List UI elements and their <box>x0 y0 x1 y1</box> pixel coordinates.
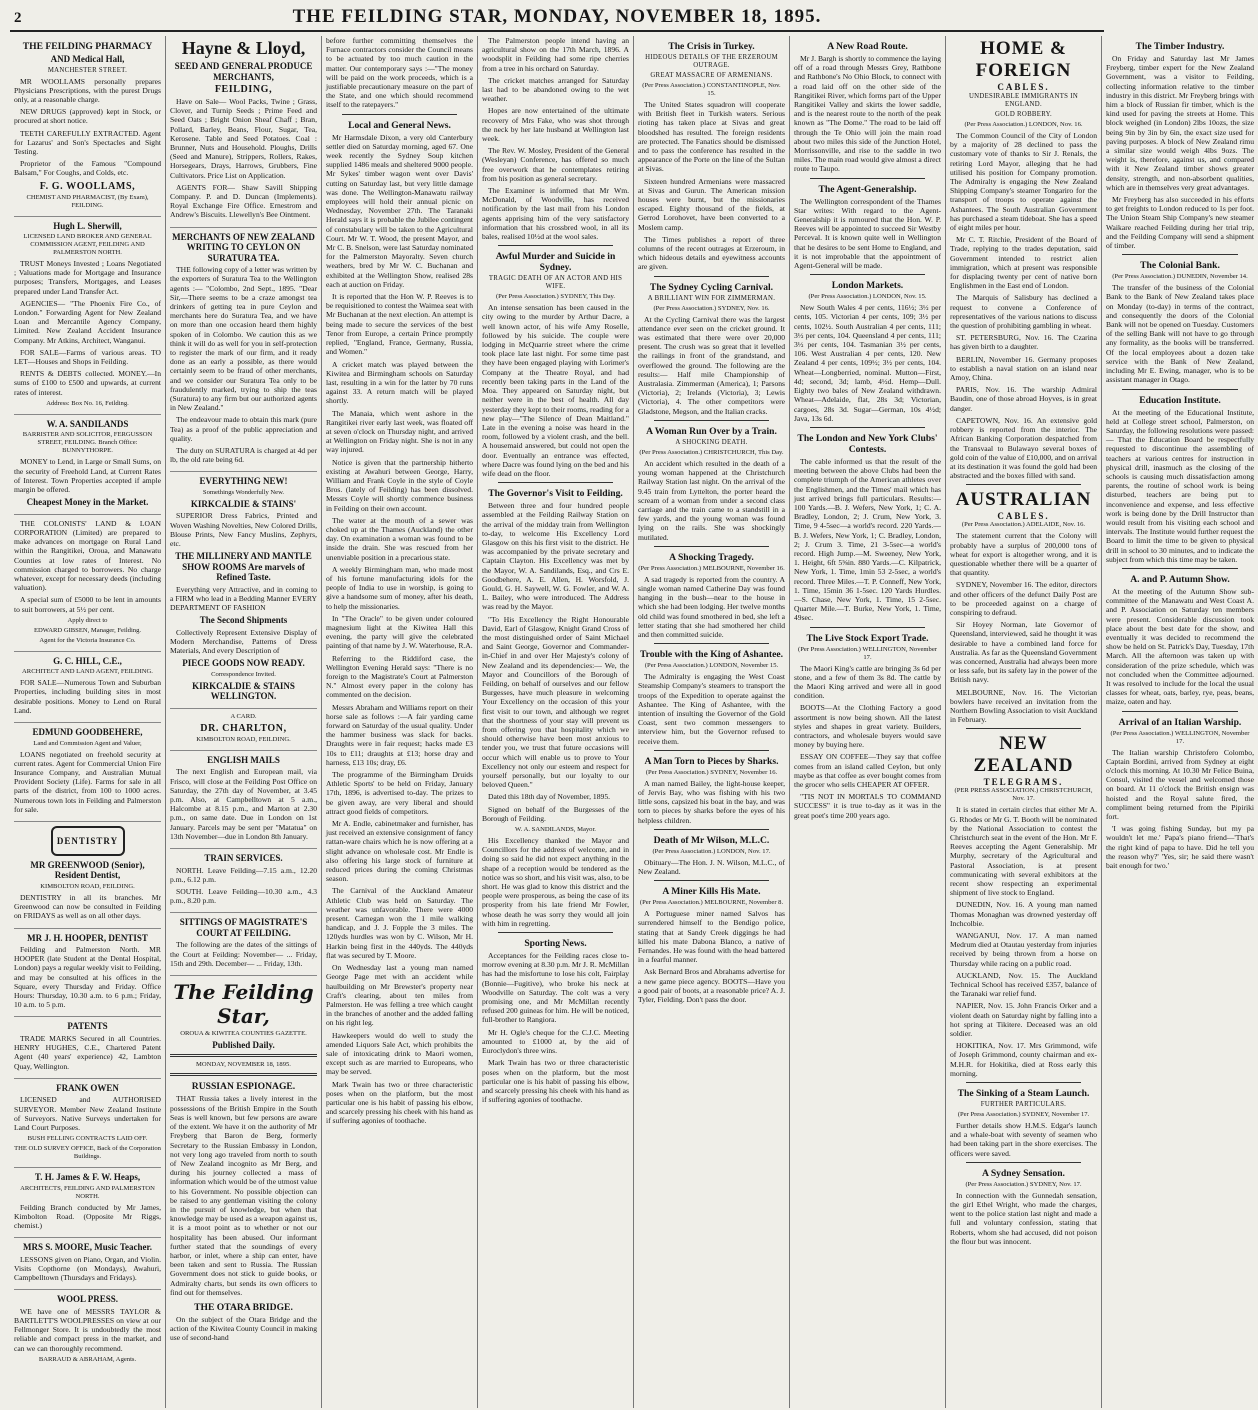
home-foreign-subtitle: CABLES. <box>997 82 1050 92</box>
paris-item: PARIS, Nov. 16. The warship Admiral Baudin, one of those abroad Hoyves, is in great danger. <box>950 385 1097 413</box>
dentistry-logo-text: DENTISTRY <box>56 835 119 846</box>
ashantee-body: The Admiralty is engaging the West Coast Steamship Company's steamers to transport the troops of the Expedition to operate against the Ashantee. The King of Ashantee, with the intention of insulting the Governor of the Gold Coast, sent two common messengers to interview him, but the Governor refused to receive them. <box>638 672 785 746</box>
oracle-item: In "The Oracle" to be given under coloured magnesium light at the Kiwitea Hall this evening, the party will give the celebrated painting of that name by J. W. Waterhouse, R.A. <box>326 613 473 651</box>
colonial-bank-body: The transfer of the business of the Colonial Bank to the Bank of New Zealand takes place on Monday (to-day) in terms of the contract, and consequently the doors of the Colonial Bank will not be opened on Tuesday. Customers of the selling Bank will not have to go through any formality, as the books will be transferred. Of the local employees about a dozen take service with the Bank of New Zealand, including Mr E. Ewing, manager, who is to be assistant manager in Otago. <box>1106 283 1254 385</box>
local-news-heading: Local and General News. <box>348 119 451 131</box>
governor-reply: His Excellency thanked the Mayor and Councillors for the address of welcome, and in doing so said he did not expect anything in the shape of a reception would be tendered as the notice was so short, and his visit was, also, to be short. He was glad to know this district and the people were prosperous, as being the case of its prosperity from his late friend Mr Fowler, whose death he was sorry they would all join with him in regretting. <box>482 836 630 928</box>
wilson-heading: Death of Mr Wilson, M.L.C. <box>653 834 770 846</box>
seed-heading: SEED AND GENERAL PRODUCE MERCHANTS, <box>174 61 313 82</box>
turkey-times: The Times publishes a report of three columns of the recent outrages at Erzeroum, in which hideous details and eyewitness accounts are given. <box>638 234 785 272</box>
col4-hopes: Hopes are now entertained of the ultimate recovery of Mrs Fake, who was shot through the neck by her late husband at Wellington last week. <box>482 106 629 144</box>
sherwill-address: Address: Box No. 16, Feilding. <box>46 399 129 407</box>
millinery: THE MILLINERY AND MANTLE SHOW ROOMS Are marvels of Refined Taste. <box>175 551 312 583</box>
moore-name: MRS S. MOORE, Music Teacher. <box>23 1242 152 1253</box>
turkey-scenes: Sixteen hundred Armenians were massacred at Sivas and Gurun. The American mission houses were burnt, but the missionaries escaped. Eighty thousand of the fields, at Gerrod Lorohovet, have been converted to a Moslem camp. <box>638 176 785 232</box>
nz-dateline: (PER PRESS ASSOCIATION.) CHRISTCHURCH, Nov. 17. <box>954 787 1093 803</box>
greenwood-name: MR GREENWOOD (Senior), Resident Dentist, <box>30 859 145 881</box>
suratura-endeavour: The endeavour made to obtain this mark (pure Tea) as a proof of the public appreciation and quality. <box>170 415 317 443</box>
goodbehere-ad <box>14 727 161 822</box>
education-body: At the meeting of the Educational Institute, held at College street school, Palmerston, on Saturday, the following resolutions were passed:— That the Education Board be respectfully requested to discontinue the assembling of teachers at various centres for instruction in physical drill, inasmuch as the closing of the schools is causing much dissatisfaction among parents, the routine of school work is being disturbed, teachers are being put to inconvenience and expense, and less effective work is being done by the Drill Instructor than would result from his visiting each school and intervals. The Institute would further request the Board to limit the time to be given to physical drill in school to 30 minutes, and to indicate the subject from which this time may be taken. <box>1106 407 1254 564</box>
woollams-role: CHEMIST AND PHARMACIST, (By Exam), FEILDING. <box>26 193 149 209</box>
london-markets-dateline: (Per Press Association.) LONDON, Nov. 15. <box>808 293 927 301</box>
clubs-body: The cable informed us that the result of the meeting between the above Clubs had been the complete triumph of the American athletes over the Englishmen, and the Times' mail which has just arrived brings full particulars. Results:— 100 Yards.—B. J. Wefers, New York, 1; C. A. Bradley, London, 2; J. Crum, New York, 3. Time, 9 4-5sec—a world's record. 220 Yards.—B. J. Wefers, New York, 1; C. Bradley, London, 2; J. Crum 3. Time, 21 3-5sec—a world's record. High Jump.—M. Sweeney, New York, 1. Height, 6ft 5⅝in. 880 Yards.—C. Kilpatrick, New York, 1. Time, 1min 53 2-5sec, a world's record. Three Miles.—T. P. Conneff, New York, 1. Time, 15min 36 1-5sec. 120 Yards Hurdles.—S. Chase, New York, 1. Time, 15 2-5sec. Quarter Mile.—T. Burke, New York, 1. Time, 49sec. <box>794 456 941 623</box>
hooper-name: MR J. H. HOOPER, DENTIST <box>27 932 148 943</box>
otara-heading: THE OTARA BRIDGE. <box>194 1301 293 1313</box>
agent-general-heading: The Agent-Generalship. <box>818 183 917 195</box>
column-8 <box>1102 36 1258 1408</box>
ashantee-dateline: (Per Press Association.) LONDON, November 15. <box>644 662 779 670</box>
column-2 <box>166 36 322 1408</box>
ritchie-item: Mr C. T. Ritchie, President of the Board of Trade, replying to the trades deputation, said Government intended to restrict alien immigration, which at present was responsible for displacing twenty per cent of native born Englishmen in the East end of London. <box>950 235 1097 291</box>
col4-cricket: The cricket matches arranged for Saturday last had to be abandoned owing to the wet weather. <box>482 75 629 104</box>
wilson-body: Obituary—The Hon. J. N. Wilson, M.L.C., of New Zealand. <box>638 857 785 876</box>
australian-body: The statement current that the Colony will probably have a surplus of 200,000 tons of wheat for export is altogether wrong, and it is questionable whether there will be a quarter of that quantity. <box>950 531 1097 578</box>
sittings-heading: SITTINGS OF MAGISTRATE'S COURT AT FEILDING. <box>179 917 308 938</box>
road-heading: A New Road Route. <box>827 41 908 52</box>
sandilands-name: W. A. SANDILANDS <box>46 418 129 429</box>
riddiford-item: Referring to the Riddiford case, the Wellington Evening Herald says: "There is no foreign to the Magistrate's Court at Palmerston N." Almost every paper in the colony has commented on the decision. <box>326 653 473 700</box>
suratura-ad <box>170 232 317 473</box>
hill-role: ARCHITECT AND LAND AGENT, FEILDING. <box>22 668 153 676</box>
launch-heading: The Sinking of a Steam Launch. <box>957 1088 1090 1100</box>
hayne-title: Hayne & Lloyd, <box>181 38 306 58</box>
english-mails-heading: ENGLISH MAILS <box>207 754 280 765</box>
kirkcaldie-heading: KIRKCALDIE & STAINS' <box>190 498 297 509</box>
masthead <box>10 6 1104 32</box>
turkey-dateline: (Per Press Association.) CONSTANTINOPLE, Nov. 15. <box>642 82 781 97</box>
colonial-bank-heading: The Colonial Bank. <box>1140 260 1220 272</box>
launch-body: Further details show H.M.S. Edgar's launch and a whale-boat with seventy of seamen who had been taking part in the shore exercises. The officers were saved. <box>950 1121 1097 1158</box>
freyberg-item: Mr Freyberg has also succeeded in his efforts to get freights to London reduced to 1s per foot. The Union Steam Ship Company's new steamer Waikare reached Feilding during her trial trip, and the Feilding Company will send a shipment of timber. <box>1106 195 1254 251</box>
charlton-ad <box>170 713 317 751</box>
timber-heading: The Timber Industry. <box>1135 41 1225 52</box>
seed-town: FEILDING, <box>214 84 273 95</box>
victoria-agent: Agent for the Victoria Insurance Co. <box>39 636 136 644</box>
col3-intro: before further committing themselves the Furnace contractors consider the Council means to be actuated by too much caution in the matter. Our contemporary says :—"The money will be paid on the work proceeds, which is a justifiable precautionary measure on the part of the State, and one which should recommend itself to the ratepayers." <box>326 36 473 110</box>
bowlers-item: MELBOURNE, Nov. 16. The Victorian bowlers have received an invitation from the Northern Bowling Association to visit Auckland in February. <box>950 687 1097 725</box>
road-body: Mr J. Bargh is shortly to commence the laying off of a road through Messrs Grey, Rathbone and Rathbone's No Ohio Block, to connect with a road laid off on the other side of the Rangitikei River, which forms part of the Upper Rangitikei Valley and skirts the lower saddle, and is the nearest route to the north of the peak known as "The Dome." The road to be laid off through the Te Ohio will join the main road about two miles this side of the Junction Hotel, Morrissonville, and rise to the saddle in two miles. The main road would give almost a direct route to Taupo. <box>794 54 941 174</box>
charlton-name: DR. CHARLTON, <box>200 722 287 734</box>
col4-intro: The Palmerston people intend having an agricultural show on the 17th March, 1896. A woodsplit in Feilding had some ripe cherries from a tree in his orchard on Saturday. <box>482 36 629 73</box>
pharmacy-body: MR WOOLLAMS personally prepares Physicians Prescriptions, with the purest Drugs only, at a reasonable charge. <box>14 76 161 104</box>
auckland-item: AUCKLAND, Nov. 15. The Auckland Technical School has received £357, balance of the Taranaki war relief fund. <box>950 970 1097 999</box>
wonderfully-new: Somethings Wonderfully New. <box>202 488 285 496</box>
pharmacy-street: MANCHESTER STREET. <box>47 66 128 74</box>
wool-press-ad <box>14 1294 161 1364</box>
petersburg-item: ST. PETERSBURG, Nov. 16. The Czarina has given birth to a daughter. <box>950 333 1097 352</box>
sherwill-role: LICENSED LAND BROKER AND GENERAL COMMISSION AGENT, FEILDING AND PALMERSTON NORTH. <box>23 233 152 257</box>
kirkcaldie-ad <box>170 476 317 709</box>
sandilands-ad <box>14 419 161 515</box>
home-foreign-title: HOME & FOREIGN <box>975 38 1072 81</box>
sharks-body: A man named Bailey, the light-house keeper, of Jervis Bay, who was fishing with his two little sons, capsized his boat in the bay, and was torn to pieces by sharks before the eyes of his helpless children. <box>638 778 785 825</box>
cycling-subheading: A BRILLIANT WIN FOR ZIMMERMAN. <box>647 294 776 302</box>
wool-sign: BARRAUD & ABRAHAM, Agents. <box>38 1355 137 1363</box>
endle-item: Mr A. Endle, cabinetmaker and furnisher, has just received an extensive consignment of fancy rattan-ware chairs which he is now offering at a slight advance on wholesale cost. Mr Endle is also offering his large stock of furniture at reduced prices during the coming Christmas season. <box>326 819 473 884</box>
druids-item: The programme of the Birmingham Druids Athletic Sports' to be held on Friday, January 17th, 1896, is advertised to-day. The prizes to be given away, are very liberal and should attract good fields of competitors. <box>326 770 473 816</box>
train-north: NORTH. Leave Feilding—7.15 a.m., 12.20 p.m., 6.12 p.m. <box>170 865 317 884</box>
hill-name: G. C. HILL, C.E., <box>53 655 122 666</box>
train-services <box>170 853 317 913</box>
governor-heading: The Governor's Visit to Feilding. <box>488 488 623 500</box>
charlton-address: KIMBOLTON ROAD, FEILDING. <box>196 735 291 743</box>
nz-title: NEW ZEALAND <box>973 733 1074 777</box>
colonists-special: A special sum of £5000 to be lent in amounts to suit borrowers, at 5½ per cent. <box>14 595 161 614</box>
carnival-item: The Carnival of the Auckland Amateur Athletic Club was held on Saturday. The weather was unfavorable. There were 4000 present. Carnegan won the 1 mile walking handicap, and J. J. Fopple the 3 miles. The 120yds hurdles was won by C. Wilson, Mr H. Harkin being first in the 440yds. The 440yds flat was secured by T. Moore. <box>326 886 473 960</box>
owen-name: FRANK OWEN <box>56 1082 119 1093</box>
colonists-apply: Apply direct to <box>67 616 108 624</box>
col4-mosley: The Rev. W. Mosley, President of the General (Wesleyan) Conference, has offered so much free overwork that he contemplates retiring from his position as general secretary. <box>482 146 629 183</box>
star-title: The Feilding Star, <box>173 979 314 1028</box>
london-markets-body: New South Wales 4 per cents, 116½; 3½ per cents, 105. Victorian 4 per cents, 109; 3½ per cents, 102½. South Australian 4 per cents, 111; 3½ per cents, 104. Queensland 4 per cents, 111; 3½ per cents, 104. Tasmanian 3½ per cents, 106. West Australian 4 per cents, 120. New Zealand 4 per cents, 109½; 3½ per cents, 104. Wheat—Longberried, nominal. Mutton—First, 4d; second, 3d; lamb, 4½d. Hemp—Dull. Eighty two bales of New Zealand withdrawn. Wheat—Adelaide, flat, 28s 3d; Victorian, cargoes, 28s 3d. Sugar—German, 10s 4½d; Java, 13s 6d. <box>794 303 941 423</box>
greenwood-address: KIMBOLTON ROAD, FEILDING. <box>40 882 135 890</box>
shipments-heading: The Second Shipments <box>199 615 288 626</box>
correspondence-invited: Correspondence Invited. <box>211 670 276 678</box>
turkey-heading: The Crisis in Turkey. <box>668 41 755 52</box>
accident-item: On Wednesday last a young man named George Page met with an accident while haulbuilding on Mr Brewster's property near Craft's clearing, about ten miles from Palmerston. He was felling a tree which caught in the branches of another and the added falling on his right leg. <box>326 963 473 1028</box>
pharmacy-drugs: NEW DRUGS (approved) kept in Stock, or procured at short notice. <box>14 107 161 126</box>
fishing-joke: 'I was going fishing Sunday, but my pa wouldn't let me.' Papa's piano friend—'That's the right kind of papa to have. Did he tell you the reason why?' 'Yes, sir; he said there wasn't bait enough for two.' <box>1106 824 1254 871</box>
column-5 <box>634 36 790 1408</box>
train-heading: TRAIN SERVICES. <box>204 853 283 864</box>
sherwill-ad <box>14 221 161 415</box>
dentistry-logo <box>51 826 125 856</box>
education-heading: Education Institute. <box>1139 394 1221 406</box>
issue-date: MONDAY, NOVEMBER 18, 1895. <box>196 1061 291 1069</box>
paper-title: THE FEILDING STAR, MONDAY, NOVEMBER 18, 1895. <box>292 6 822 27</box>
home-foreign-dateline: (Per Press Association.) LONDON, Nov. 16. <box>964 121 1083 128</box>
sandilands-role: BARRISTER AND SOLICITOR, FERGUSSON STREET, FEILDING. Branch Office: BUNNYTHORPE. <box>22 431 153 455</box>
twain-item: Mark Twain has two or three characteristic poses when on the platform, but the most particular one is his habit of passing his elbow, and scarcely pressing his cheek with his hand as if suffering agonies of toothache. <box>326 1079 473 1126</box>
greenwood-ad <box>14 826 161 929</box>
sharks-dateline: (Per Press Association.) SYDNEY, November 16. <box>645 768 778 776</box>
warship-dateline: (Per Press Association.) WELLINGTON, November 17. <box>1110 729 1250 745</box>
page-number: 2 <box>14 10 22 26</box>
sandilands-money: MONEY to Lend, in Large or Small Sums, on the security of Freehold Land, at Current Rates of Interest. Town Properties accepted if ample margin be offered. <box>14 457 161 494</box>
train-accident-body: An accident which resulted in the death of a young woman happened at the Christchurch Railway Station last night. On the arrival of the 9.45 train from Lyttelton, the porter heard the scream of a woman from under a second class carriage and the train came to a standstill in a few yards, and the young woman was found lying on the rails. She was shockingly mutilated. <box>638 458 785 542</box>
kirkcaldie-body: SUPERIOR Dress Fabrics, Printed and Woven Washing Novelties, New Colored Drills, Blouse Prints, New Fancy Muslins, Zephyrs, etc. <box>170 511 317 549</box>
hooper-ad <box>14 933 161 1018</box>
nz-body: It is stated in certain circles that either Mr A. G. Rhodes or Mr G. T. Booth will be nominated by the National Association to contest the Christchurch seat in the event of the Hon. Mr F. Reeves accepting the Agent Generalship. Mr Murphy, secretary of the Agricultural and Pastoral Association, is at present communicating with several exhibitors at the recent show respecting an experimental shipment of live stock to England. <box>950 805 1097 898</box>
partnership-item: Notice is given that the partnership hitherto existing at Awahuri between George, Harry, William and Frank Coyle in the style of Coyle Bros. (lately of Feilding) has been dissolved. Messrs Coyle will shortly commence business in Feilding on their own account. <box>326 457 473 513</box>
turkey-body: The United States squadron will cooperate with British fleet in Turkish waters. Serious rioting has taken place at Sivas and great bloodshed has resulted. The foreign residents are protected. The Fanatics should be dismissed and to pass the conference has resulted in the appearance of the Porte on the line of the Sultan at Sivas. <box>638 100 785 174</box>
cricket-item: A cricket match was played between the Kiwitea and Birmingham schools on Saturday last, resulting in a win for the latter by 70 runs against 33. A return match will be played shortly. <box>326 359 473 406</box>
gold-heading: GOLD ROBBERY. <box>994 111 1053 118</box>
idols-item: A weekly Birmingham man, who made most of his fortune manufacturing idols for the people of India to use in worship, is going to give a handsome sum of money, after his death, to help the missionaries. <box>326 564 473 611</box>
berlin-item: BERLIN, November 16. Germany proposes to establish a naval station on an island near Amoy, China. <box>950 354 1097 383</box>
sherwill-rents: RENTS & DEBTS collected. MONEY.—In sums of £100 to £500 and upwards, at current rates of interest. <box>14 369 161 397</box>
tragedy-heading: A Shocking Tragedy. <box>669 551 754 563</box>
goodbehere-role: Land and Commission Agent and Valuer, <box>33 739 142 747</box>
sensation-body: In connection with the Gunnedah sensation, the girl Ethel Wright, who made the charges, went to the police station last night and made a full and voluntary confession, stating that Roberts, whom she had accused, did not poison the flour but was innocent. <box>950 1190 1097 1246</box>
warship-body: The Italian warship Christofero Colombo, Captain Bordini, arrived from Sydney at eight o'clock this morning. At 10.30 Mr Felice Buina, Consul, visited the vessel and welcomed those on board. At 11 o'clock the British ensign was hoisted and the Royal salute fired, the compliment being returned from the Pipiriki fort. <box>1106 747 1254 822</box>
column-6 <box>790 36 946 1408</box>
colonists-manager: EDWARD GIBSEN, Manager, Feilding. <box>33 626 142 634</box>
column-1 <box>10 36 166 1408</box>
australian-subtitle: CABLES. <box>997 511 1050 522</box>
sewer-item: The water at the mouth of a sewer was choked up at the Thames (Auckland) the other day. On examination a woman was found to be inside the drain. She was rescued from her unenviable position in a precarious state. <box>326 515 473 562</box>
miner-heading: A Miner Kills His Mate. <box>662 886 761 898</box>
australian-dateline: (Per Press Association.) ADELAIDE, Nov. 16. <box>961 521 1086 529</box>
hayne-ad <box>170 38 317 228</box>
english-mails-body: The next English and European mail, via Frisco, will close at the Feilding Post Office on Saturday, the 27th day of November, at 3.45 p.m. Also, at Campbelltown at 5 a.m., Halcombe at 8.15 p.m., and Marton at 2.30 p.m., on same date. Due in London on 1st January. Parcels may be sent per "Matatua" on 13th November—due in London 8th January. <box>170 767 317 841</box>
col5-boots: Ask Bernard Bros and Abrahams advertise for a new game piece agency. BOOTS—Have you a good pair of boots, at a reasonable price? A. J. Tyler, Fielding. Don't pass the door. <box>638 967 785 1005</box>
agent-general-body: The Wellington correspondent of the Thames Star writes: With regard to the Agent-Generalship it is rumoured that the Hon. W. P. Reeves will be appointed to succeed Sir Westby Perceval. It is known quite well in Wellington that he desires to be sent Home to England, and it is not improbable that the appointment of Agent-General will be made. <box>794 196 941 271</box>
suratura-heading: MERCHANTS OF NEW ZEALAND WRITING TO CEYLON ON SURATURA TEA. <box>172 231 315 263</box>
cheapest-money: Cheapest Money in the Market. <box>26 497 149 508</box>
manaia-item: The Manaia, which went ashore in the Rangitikei river early last week, was floated off at seven o'clock on Thursday night, and arrived at Wellington on Friday night. She is not in any way injured. <box>326 408 473 455</box>
sporting-heading: Sporting News. <box>524 938 587 950</box>
wool-body: WE have one of MESSRS TAYLOR & BARTLETT'S WOOLPRESSES on view at our Fellmonger Store. It is undoubtedly the most reliable and compact press in the market, and can we can thoroughly recommend. <box>14 1306 161 1353</box>
sporting-body: Acceptances for the Feilding races close to-morrow evening at 8.30 p.m. Mr J. R. McMillan has had the misfortune to lose his colt, Fairplay (Bonnie—Fugitive), who broke his neck at Woodville on Saturday. The colt was a very promising one, and Mr McMillan recently refused 200 guineas for him. He will be noticed, full-brother to Rangiora. <box>482 951 630 1025</box>
sydney-murder-subheading: TRAGIC DEATH OF AN ACTOR AND HIS WIFE. <box>488 275 623 291</box>
cycling-dateline: (Per Press Association.) SYDNEY, Nov. 16. <box>653 304 770 312</box>
espionage-heading: RUSSIAN ESPIONAGE. <box>191 1081 296 1093</box>
owen-ad <box>14 1083 161 1168</box>
patents-body: TRADE MARKS Secured in all Countries. HENRY HUGHES, C.E., Chartered Patent Agent (40 years' experience) 42, Lambton Quay, Wellington. <box>14 1033 161 1071</box>
governor-body: Between three and four hundred people assembled at the Feilding Railway Station on the arrival of the midday train from Wellington to-day, to welcome His Excellency Lord Glasgow on this his first visit to the district. He was accompanied by the private secretary and Captain Clayton. His Excellency was met by the Mayor, W. A. Sandilands, Esq., and Crs E. Goodbehere, A. E. Allen, H. Worsfold, J. Gould, G. H. Saywell, W. G. Fowler, and W. A. L. Bailey, who were introduced. The Address was read by the Mayor. <box>482 501 629 612</box>
column-4 <box>478 36 634 1408</box>
col6-coffee: ESSAY ON COFFEE—They say that coffee comes from an island called Ceylon, but only maybe as that coffee as ever bought comes from the grocer who sells CHEAPER AT OFFER. <box>794 752 941 789</box>
home-foreign-body: The Common Council of the City of London by a majority of 28 declined to pass the customary vote of thanks to Sir J. Renals, the retiring Lord Mayor, alleging that he had utilised his position for Company promotion. The Admiralty is engaging the New Zealand Shipping Company's steamer Tongariro for the transport of troops to operate against the Ashantees. The South Australian Government has purchased a steam tideboat. She has a speed of eight miles per hour. <box>950 131 1097 233</box>
sittings-body: The following are the dates of the sittings of the Court at Feilding: November— ... Friday, 15th and 29th. December— ... Friday, 13th. <box>170 940 317 968</box>
suratura-price: The duty on SURATURA is charged at 4d per lb, the old rate being 6d. <box>170 446 317 465</box>
australian-title: AUSTRALIAN <box>955 489 1092 511</box>
cycling-heading: The Sydney Cycling Carnival. <box>649 281 774 293</box>
liquor-item: Hawkeepers would do well to study the amended Liquors Sale Act, which prohibits the sale of intoxicating drink to Maori women, except such as are married to Europeans, who may be served. <box>326 1030 473 1077</box>
col6-boots: BOOTS—At the Clothing Factory a good assortment is now being shown. All the latest styles and shapes in great variety. Builders, contractors, and wholesale buyers would save money by buying here. <box>794 703 941 750</box>
sydney-murder-dateline: (Per Press Association.) SYDNEY, This Day. <box>495 293 616 301</box>
ashantee-heading: Trouble with the King of Ashantee. <box>639 649 784 661</box>
napier-item: NAPIER, Nov. 15. John Francis Orker and a violent death on Saturday night by falling into a hot spring at Tikitere. Deceased was an old soldier. <box>950 1001 1097 1039</box>
greenwood-body: DENTISTRY in all its branches. Mr Greenwood can now be consulted in Feilding on FRIDAYS as well as on all other days. <box>14 892 161 921</box>
horse-sale-item: Messrs Abraham and Williams report on their horse sale as follows :—A fair yarding came forward on Saturday of the usual quality. Under the hammer business was slack for backs. Draughts were in fair request; hacks made £3 10s to £11; draughts at £13; horse dray and harness, £13 10s; dray, £6. <box>326 702 473 767</box>
sporting-ogle: Mr H. Ogle's cheque for the C.J.C. Meeting amounted to £1000 at, by the aid of Euroclydon's three wins. <box>482 1027 629 1056</box>
hooper-body: Feilding and Palmerston North. MR HOOPER (late Student at the Dental Hospital, London) pays a regular weekly visit to Feilding, and may be consulted at his offices in the Square, every Thursday and Friday. Office Hours: Thursday, 10.30 a.m. to 6 p.m.; Friday, 10 a.m. to 5 p.m. <box>14 945 161 1010</box>
espionage-body: THAT Russia takes a lively interest in the possessions of the British Empire in the South Seas is well known, but few persons are aware of the extent. We have it on the authority of Mr Freyberg that Baron de Berg, formerly Secretary to the Russian Embassy in London, not very long ago traveled from north to south of New Zealand incognito as Mr Berg, and during his journey collected a mass of information which would be of the utmost value to his Government. No possible objection can be raised to any gentleman visiting the colony in the pursuit of knowledge, but when that knowledge may be used as a weapon against us, it is a moot point as to whether or not our hospitality has been abused. Our informant further stated that the soundings of every harbor, or inlet, where a ship can enter, have been taken and sent to Russia. The Russian Government does not stick to guide books, or Admiralty charts, but sends its own officers to find out for themselves. <box>170 1094 317 1297</box>
agents-for: AGENTS FOR— Shaw Savill Shipping Company. P. and D. Duncan (Implements). Royal Exchange Fire Office. Ernestrom and Andrew's Biscuits. Llewellyn's Bee Ointment. <box>170 182 317 220</box>
english-mails <box>170 755 317 849</box>
wool-heading: WOOL PRESS. <box>56 1294 119 1305</box>
everything-new: EVERYTHING NEW! <box>199 476 288 487</box>
everything-body: Everything very Attractive, and in coming to a FIRM who lead in a Bedding Manner EVERY DEPARTMENT OF FASHION <box>170 584 317 613</box>
tragedy-dateline: (Per Press Association.) MELBOURNE, November 16. <box>638 564 785 572</box>
train-south: SOUTH. Leave Feilding—10.30 a.m., 4.3 p.m., 8.20 p.m. <box>170 886 317 906</box>
mayor-sign: W. A. SANDILANDS, Mayor. <box>515 826 596 834</box>
governor-dated: Dated this 18th day of November, 1895. <box>488 792 611 802</box>
piece-goods: PIECE GOODS NOW READY. <box>182 658 305 669</box>
pharmacy-proprietor: Proprietor of the Famous "Compound Balsam," For Coughs, and Colds, etc. <box>14 159 161 178</box>
cycling-body: At the Cycling Carnival there was the largest attendance ever seen on the cricket ground. It was estimated that there were over 20,000 present. The crush was so great that it levelled the railings in front of the grandstand, and overflowed the ground. The following are the results:— Half mile Championship of Australasia. Zimmerman (America), 1; Parsons (Victoria), 2; Irelands (Victoria), 3; Lewis (Victoria), 4. The other competitors were Gladstone, Megson, and the Italian cracks. <box>638 314 785 416</box>
miner-dateline: (Per Press Association.) MELBOURNE, November 8. <box>639 899 784 907</box>
column-7 <box>946 36 1102 1408</box>
patents-heading: PATENTS <box>67 1021 108 1032</box>
hill-body: FOR SALE—Numerous Town and Suburban Properties, including building sites in most desirable positions. Money to Lend on Rural Land. <box>14 678 161 715</box>
kirkcaldie-sign: KIRKCALDIE & STAINS WELLINGTON. <box>192 680 295 702</box>
warship-heading: Arrival of an Italian Warship. <box>1118 716 1242 728</box>
heaps-body: Feilding Branch conducted by Mr James, Kimbolton Road. (Opposite Mr Riggs, chemist.) <box>14 1202 161 1231</box>
patents-ad <box>14 1021 161 1078</box>
train-accident-subheading: A SHOCKING DEATH. <box>675 438 748 446</box>
livestock-dateline: (Per Press Association.) WELLINGTON, November 17. <box>798 645 937 661</box>
timber-body: On Friday and Saturday last Mr James Freyberg, timber expert for the New Zealand Government, was a visitor to Feilding, collecting information relative to the timber industry in this district. Mr Freyberg brings with him a block of Russian fir timber, which is the kind used for paving the streets at Home. This block weighed (in London) 2lbs 10ozs, the size being 9in by 3in by 6in, the exact size used for paving purposes. A block of New Zealand rimu a similar size would weigh 4lbs 9ozs. The weight is, therefore, against us, and compared with it New Zealand timber shows greater density, strength, and non-absorbent qualities, which are in themselves very great advantages. <box>1106 54 1254 192</box>
livestock-body: The Maori King's cattle are bringing 3s 6d per stone, and a few of them 3s 8d. The cattle by the Maori King arrived and were all in good condition. <box>794 663 941 701</box>
livestock-heading: The Live Stock Export Trade. <box>806 632 929 644</box>
owen-body: LICENSED and AUTHORISED SURVEYOR. Member New Zealand Institute of Surveyors. Native Surveys undertaken for Land Court Purposes. <box>14 1095 161 1132</box>
tragedy-body: A sad tragedy is reported from the country. A single woman named Catherine Day was found hanging in the bush—near to the house in which she had been lodging. Her twelve months old child was found smothered in bed, she left a letter stating that she had smothered her child and then committed suicide. <box>638 574 785 639</box>
sydney-murder-heading: Awful Murder and Suicide in Sydney. <box>495 251 616 274</box>
pharmacy-ad <box>14 41 161 217</box>
daily-post-item: SYDNEY, November 16. The editor, directors and other officers of the defunct Daily Post are to be proceeded against on a charge of conspiring to defraud. <box>950 580 1097 617</box>
dunedin-item: DUNEDIN, Nov. 16. A young man named Thomas Monaghan was drowned yesterday off Inchcolbie. <box>950 900 1097 928</box>
column-3 <box>322 36 478 1408</box>
col6-tis: "TIS NOT IN MORTALS TO COMMAND SUCCESS" it is true to-day as it was in the great poet's time 200 years ago. <box>794 792 941 820</box>
bush-felling: BUSH FELLING CONTRACTS LAID OFF. <box>27 1135 148 1143</box>
goodbehere-name: EDMUND GOODBEHERE, <box>32 727 143 738</box>
clubs-heading: The London and New York Clubs' Contests. <box>797 432 938 455</box>
turkey-subheading-2: GREAT MASSACRE OF ARMENIANS. <box>650 72 773 79</box>
old-survey: THE OLD SURVEY OFFICE, Back of the Corporation Buildings. <box>14 1145 161 1161</box>
launch-subheading: FURTHER PARTICULARS. <box>980 1101 1067 1109</box>
local-news-body: Mr Harmsdale Dixon, a very old Canterbury settler died on Saturday morning, aged 67. One week recently the Sydney Soup kitchen supplied 1486 meals and sheltered 9000 people. Mr Sykes' timber wagon went over Davis' cutting on Saturday last, but very little damage was done. The Wellington-Manawatu railway employees will hold their annual picnic on Wednesday, November 27th. The Taranaki Herald says it is probable the Jubilee contingent of constabulary will be taken to the Agricultural Court. Mr W. T. Wood, the present Mayor, and Mr C. B. Snelson, were last Saturday nominated for the Palmerston Mayoralty. Seven church weathers, bred by Mr W. C. Buchanan and exhibited at the Wellington Show, realised 28s each at auction on Friday. <box>326 132 473 289</box>
governor-address: "To His Excellency the Right Honourable David, Earl of Glasgow, Knight Grand Cross of the most distinguished order of Saint Michael and Saint George, Governor and Commander-in-Chief in and over Her Majesty's colony of New Zealand and its dependencies:— We, the Mayor and Councillors of the Borough of Feilding, on behalf of ourselves and our fellow Burgesses, have much pleasure in welcoming Your Excellency on the occasion of this your first visit to our town, and although we regret that the shortness of your stay will prevent us from offering you that hospitality which we should otherwise have been most anxious to tender you, we trust that future occasions will occur which will enable us to prove to Your Excellency not only our esteem and respect for yourself personally, but our loyalty to our beloved Queen." <box>482 614 629 790</box>
sydney-murder-body: An intense sensation has been caused in the city owing to the murder by Arthur Dacre, a well known actor, of his wife Amy Roselle, followed by his suicide. The couple were lodging in McQuarrie street where the crime took place late last night. For some time past they have been engaged playing with Lorimer's Company at the Theatre Royal, and had recently been taking parts in the Land of the Moa. They appeared on Saturday night, but neither were in the best of health. All day yesterday they kept to their rooms, reading for a new play—"The Silence of Dean Maitland." Late in the evening a noise was heard in the room, followed by a violent crash, and the bell. A housemaid answered, but could not open the door. Eventually an entrance was effected, where Dacre was found lying on the bed and his wife dead on the floor. <box>482 303 629 478</box>
sharks-heading: A Man Torn to Pieces by Sharks. <box>644 755 779 767</box>
sherwill-name: Hugh L. Sherwill, <box>53 220 122 231</box>
heaps-ad <box>14 1172 161 1238</box>
columns <box>10 36 1254 1408</box>
governor-signed: Signed on behalf of the Burgesses of the Borough of Feilding. <box>482 804 629 823</box>
sherwill-for-sale: FOR SALE—Farms of various areas. TO LET—Houses and Shops in Feilding. <box>14 347 161 367</box>
goodbehere-body: LOANS negotiated on freehold security at current rates. Agent for Commercial Union Fire Insurance Company, and Australian Mutual Provident Society (Life). Farms for sale in all parts of the district, from 100 to 1000 acres. Numerous town lots in Feilding and Palmerston for sale. <box>14 749 161 814</box>
sherwill-agencies: AGENCIES— "The Phoenix Fire Co., of London." Forwarding Agent for New Zealand Loan and Mercantile Agency Company, Limited. New Zealand Accident Insurance Company. Mr Atkins, Architect, Wanganui. <box>14 298 161 345</box>
autumn-show-heading: A. and P. Autumn Show. <box>1130 573 1230 585</box>
heaps-name: T. H. James & F. W. Heaps, <box>34 1172 141 1183</box>
reeves-item: It is reported that the Hon W. P. Reeves is to be requisitioned to contest the Waimea seat with Mr Buchanan at the next election. An attempt is being made to secure the services of the best Tenor from Europe, a certain Prince promptly replied, "England, France, Germany, Russia, and Women." <box>326 292 473 357</box>
published-daily: Published Daily. <box>212 1039 275 1050</box>
colonists-body: THE COLONISTS' LAND & LOAN CORPORATION (Limited) are prepared to make advances on mortgage on Rural Land within the Rangitikei, Oroua, and Manawatu Counties at low rates of Interest. No commission charged to borrowers. No charge whatever, except for necessary deeds (including valuation). <box>14 518 161 593</box>
shipments-body: Collectively Represent Extensive Display of Modern Merchandise, Patterns of Dress Materials, And every Description of <box>170 627 317 656</box>
turkey-subheading: HIDEOUS DETAILS OF THE ERZEROUM OUTRAGE. <box>645 54 778 69</box>
court-sittings <box>170 917 317 976</box>
hokitika-item: HOKITIKA, Nov. 17. Mrs Grimmond, wife of Joseph Grimmond, county chairman and ex-M.H.R. for Hokitika, died at Ross early this morning. <box>950 1041 1097 1078</box>
wilson-dateline: (Per Press Association.) LONDON, Nov. 17. <box>652 847 771 855</box>
wanganui-item: WANGANUI, Nov. 17. A man named Medrum died at Otautau yesterday from injuries received by being thrown from a horse on Thursday while racing on a public road. <box>950 931 1097 968</box>
norman-item: Sir Hoyey Norman, late Governor of Queensland, interviewed, said he thought it was desirable to have a combined land force for Australia. As far as the Queensland Government was concerned, Australia had always been more or less safe, but its safety lay in the power of the British navy. <box>950 620 1097 685</box>
nz-subtitle: TELEGRAMS. <box>983 777 1064 788</box>
sensation-dateline: (Per Press Association.) SYDNEY, Nov. 17. <box>965 1180 1082 1188</box>
pharmacy-subheading: AND Medical Hall, <box>50 54 125 64</box>
train-accident-heading: A Woman Run Over by a Train. <box>646 425 777 437</box>
launch-dateline: (Per Press Association.) SYDNEY, November 17. <box>957 1111 1090 1119</box>
hill-ad <box>14 656 161 723</box>
pharmacy-heading: THE FEILDING PHARMACY <box>22 41 153 52</box>
sherwill-body: TRUST Moneys Invested ; Loans Negotiated ; Valuations made for Mortgage and Insurance purposes; Transfers, Mortgages, and Leases prepared under Land Transfer Act. <box>14 259 161 296</box>
moore-body: LESSONS given on Piano, Organ, and Violin. Visits Copthorne (on Mondays), Awahuri, Campbelltown (Thursdays and Fridays). <box>14 1254 161 1283</box>
otara-body: On the subject of the Otara Bridge and the action of the Kiwitea County Council in making use of second-hand <box>170 1314 317 1343</box>
suratura-body: THE following copy of a letter was written by the exporters of Suratura Tea to the Wellington agents :— "Colombo, 2nd Sept., 1895. "Dear Sir,—There seems to be a craze amongst tea drinkers of getting tea in pure Ceylon and merchants here do Suratura Tea, and we have on more than one occasion heard them highly spoken of in Colombo. We caution this as we think it will do as well for you in self-protection to register the mark of our firm, and it ready done as an early a possible, as there would certainly seem to be fraud of other merchants, and we consider our Suratura Tea only to be fraudulently marked, trying to ship the teas (Suratura) to any firm but our authorized agents in New Zealand." <box>170 265 317 413</box>
woollams-name: F. G. WOOLLAMS, <box>39 180 136 192</box>
colonial-bank-dateline: (Per Press Association.) DUNEDIN, November 14. <box>1112 273 1248 281</box>
col4-examiner: The Examiner is informed that Mr Wm. McDonald, of Woodville, has received notification by the last mail from his London agents apprising him of the very satisfactory information that his crossbred wool, in all its bales, realised 10½d at the wool sales. <box>482 186 629 242</box>
heaps-role: ARCHITECTS, FEILDING AND PALMERSTON NORTH. <box>20 1184 155 1200</box>
train-accident-dateline: (Per Press Association.) CHRISTCHURCH, This Day. <box>639 448 784 456</box>
star-subtitle: OROUA & KIWITEA COUNTIES GAZETTE. <box>180 1029 307 1037</box>
card-label: A CARD. <box>230 712 257 720</box>
london-markets-heading: London Markets. <box>831 280 904 292</box>
autumn-show-body: At the meeting of the Autumn Show sub-committee of the Manawatu and West Coast A. and P. Association on Saturday ten members were present. Considerable discussion took place about the best date for the show, and eventually it was decided to recommend the show be held on St. Patrick's Day, Tuesday, 17th March. All the afternoon was taken up with consideration of the prize schedule, which was not concluded when the Committee adjourned. It was resolved to include for the local the usual classes for wheat, oats, barley, rye, peas, beans, maize, oaten and hay. <box>1106 586 1254 707</box>
seed-body: Have on Sale— Wool Packs, Twine ; Grass, Clover, and Turnip Seeds ; Prime Feed and Seed Oats ; Bright Onion Sheaf Chaff ; Bran, Pollard, Barley, Beans, Flour, Sugar, Tea, Kerosene. Table and Seed Potatoes. Coal : Brunner, Nuts and Household. Ploughs, Drills (Seed and Manure), Strippers, Rollers, Rakes, Horsegears, Drays, Harrows, Grubbers, Fine Cultivators. Price List on Application. <box>170 97 317 180</box>
miner-body: A Portuguese miner named Salvos has surrendered himself to the Bendigo police, stating that at Sandy Creek diggings he had killed his mate Dabona Blanco, a native of Fernandes. He was found with the head battered in a fearful manner. <box>638 909 785 965</box>
sporting-twain: Mark Twain has two or three characteristic poses when on the platform, but the most particular one is his habit of passing his elbow, and scarcely pressing his cheek with his hand as if suffering agonies of toothache. <box>482 1058 629 1105</box>
salisbury-item: The Marquis of Salisbury has declined a request to convene a Conference of representatives of the various nations to discuss the question of prohibiting gambling in wheat. <box>950 293 1097 331</box>
moore-ad <box>14 1242 161 1290</box>
capetown-item: CAPETOWN, Nov. 16. An extensive gold robbery is reported from the interior. The African Banking Corporation despatched from the Transvaal to Bulawayo several boxes of gold coin of the value of £10,000, and on arrival at its destination it was found the gold had been abstracted and the boxes filled with sand. <box>950 415 1097 481</box>
immigrants-heading: UNDESIRABLE IMMIGRANTS IN ENGLAND. <box>968 93 1079 108</box>
pharmacy-teeth: TEETH CAREFULLY EXTRACTED. Agent for Lazarus' and Son's Spectacles and Sight Testing. <box>14 128 161 156</box>
sensation-heading: A Sydney Sensation. <box>982 1167 1065 1179</box>
colonists-ad <box>14 519 161 652</box>
